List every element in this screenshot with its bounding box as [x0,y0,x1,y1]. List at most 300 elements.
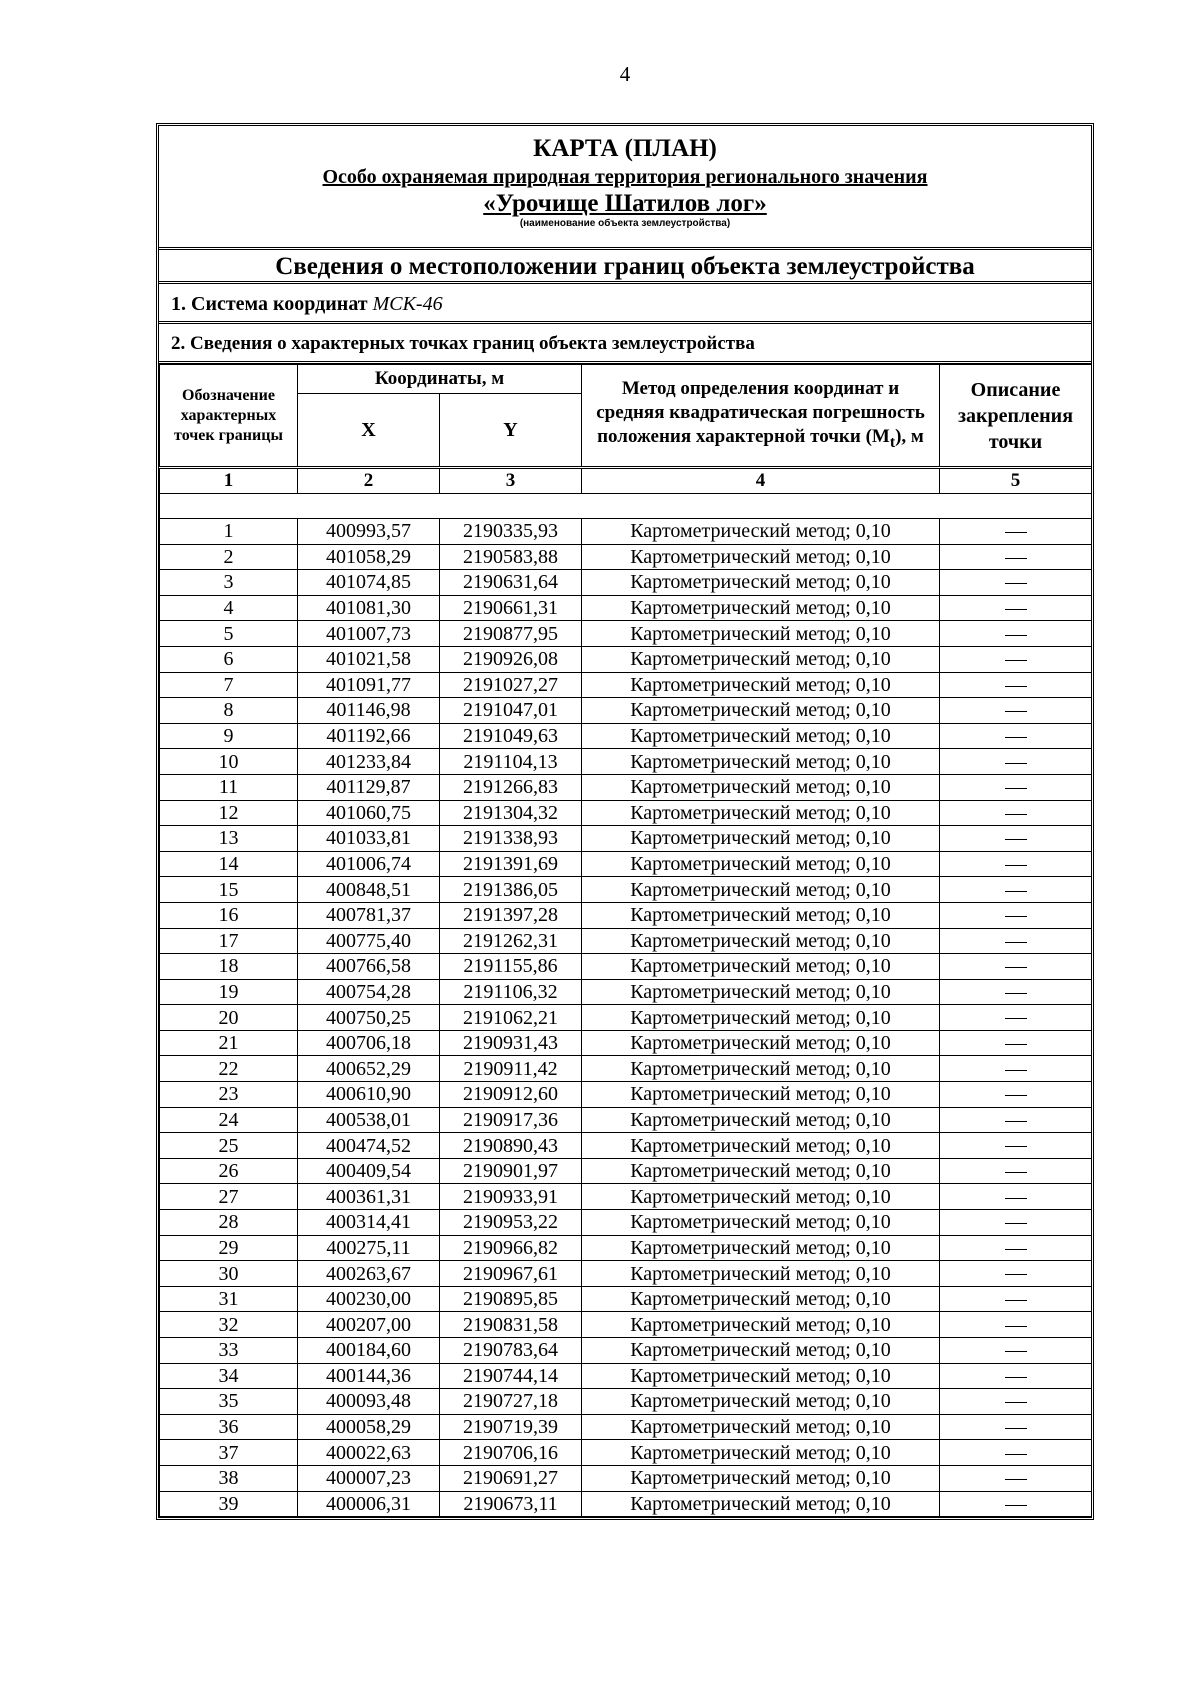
dash-mark [1005,1351,1027,1352]
coord-y: 2191106,32 [440,979,582,1005]
table-row [160,979,1092,1005]
coord-x: 400781,37 [298,902,440,928]
coord-y: 2191027,27 [440,672,582,698]
point-number: 23 [160,1082,298,1108]
table-row [160,902,1092,928]
method-cell: Картометрический метод; 0,10 [582,1312,940,1338]
table-row [160,1030,1092,1056]
point-number: 35 [160,1389,298,1415]
header-point-designation: Обозначение характерных точек границы [160,365,298,468]
method-cell: Картометрический метод; 0,10 [582,646,940,672]
point-number: 14 [160,851,298,877]
coord-x: 400007,23 [298,1465,440,1491]
method-cell: Картометрический метод; 0,10 [582,570,940,596]
coord-x: 400538,01 [298,1107,440,1133]
method-cell: Картометрический метод; 0,10 [582,519,940,545]
header-method-tail: ), м [895,425,924,447]
coord-x: 400750,25 [298,1005,440,1031]
description-cell [940,902,1092,928]
coord-y: 2190877,95 [440,621,582,647]
coord-x: 400766,58 [298,954,440,980]
point-number: 4 [160,595,298,621]
description-cell [940,877,1092,903]
description-cell [940,1389,1092,1415]
description-cell [940,851,1092,877]
dash-mark [1005,1146,1027,1147]
point-number: 5 [160,621,298,647]
description-cell [940,544,1092,570]
description-cell [940,800,1092,826]
dash-mark [1005,1326,1027,1327]
method-cell: Картометрический метод; 0,10 [582,928,940,954]
method-cell: Картометрический метод; 0,10 [582,877,940,903]
coord-x: 400706,18 [298,1030,440,1056]
coord-y: 2190691,27 [440,1465,582,1491]
dash-mark [1005,1454,1027,1455]
dash-mark [1005,993,1027,994]
table-row [160,595,1092,621]
method-cell: Картометрический метод; 0,10 [582,1389,940,1415]
point-number: 6 [160,646,298,672]
dash-mark [1005,1121,1027,1122]
coord-x: 400144,36 [298,1363,440,1389]
coord-y: 2190911,42 [440,1056,582,1082]
coord-x: 400361,31 [298,1184,440,1210]
method-cell: Картометрический метод; 0,10 [582,800,940,826]
point-number: 37 [160,1440,298,1466]
header-coordinates: Координаты, м [298,365,582,394]
method-cell: Картометрический метод; 0,10 [582,774,940,800]
dash-mark [1005,1095,1027,1096]
dash-mark [1005,1428,1027,1429]
point-number: 11 [160,774,298,800]
coord-y: 2190966,82 [440,1235,582,1261]
column-number: 4 [582,468,940,494]
dash-mark [1005,1198,1027,1199]
dash-mark [1005,916,1027,917]
coordinate-system-label: 1. Система координат [171,293,368,315]
dash-mark [1005,1172,1027,1173]
table-row [160,1158,1092,1184]
coord-y: 2190890,43 [440,1133,582,1159]
description-cell [940,928,1092,954]
method-cell: Картометрический метод; 0,10 [582,1414,940,1440]
description-cell [940,1338,1092,1364]
description-cell [940,979,1092,1005]
coord-x: 401006,74 [298,851,440,877]
table-row [160,1312,1092,1338]
table-row [160,1363,1092,1389]
description-cell [940,954,1092,980]
dash-mark [1005,660,1027,661]
coord-x: 401233,84 [298,749,440,775]
method-cell: Картометрический метод; 0,10 [582,621,940,647]
dash-mark [1005,1479,1027,1480]
coord-x: 401058,29 [298,544,440,570]
description-cell [940,1286,1092,1312]
coord-y: 2190895,85 [440,1286,582,1312]
dash-mark [1005,763,1027,764]
point-number: 25 [160,1133,298,1159]
table-row [160,1491,1092,1517]
column-number: 2 [298,468,440,494]
coord-x: 400006,31 [298,1491,440,1517]
description-cell [940,621,1092,647]
dash-mark [1005,967,1027,968]
description-cell [940,1030,1092,1056]
coord-y: 2190719,39 [440,1414,582,1440]
coord-x: 401021,58 [298,646,440,672]
table-row [160,877,1092,903]
point-number: 15 [160,877,298,903]
table-row [160,1210,1092,1236]
coord-y: 2191391,69 [440,851,582,877]
coord-y: 2191155,86 [440,954,582,980]
table-row [160,1465,1092,1491]
header-method [582,365,940,468]
table-row [160,1133,1092,1159]
coord-y: 2190831,58 [440,1312,582,1338]
method-cell: Картометрический метод; 0,10 [582,851,940,877]
header-y: Y [440,394,582,468]
table-row [160,1005,1092,1031]
coord-x: 400474,52 [298,1133,440,1159]
table-row [160,1389,1092,1415]
point-number: 21 [160,1030,298,1056]
dash-mark [1005,1402,1027,1403]
method-cell: Картометрический метод; 0,10 [582,1440,940,1466]
spacer-row [160,494,1092,519]
method-cell: Картометрический метод; 0,10 [582,1056,940,1082]
method-cell: Картометрический метод; 0,10 [582,1082,940,1108]
coord-y: 2190953,22 [440,1210,582,1236]
dash-mark [1005,891,1027,892]
coord-x: 400207,00 [298,1312,440,1338]
table-row [160,1440,1092,1466]
table-row [160,774,1092,800]
description-cell [940,1414,1092,1440]
point-number: 24 [160,1107,298,1133]
method-cell: Картометрический метод; 0,10 [582,1184,940,1210]
dash-mark [1005,1018,1027,1019]
coord-y: 2190967,61 [440,1261,582,1287]
point-number: 20 [160,1005,298,1031]
coord-x: 400848,51 [298,877,440,903]
coord-x: 400314,41 [298,1210,440,1236]
description-cell [940,774,1092,800]
column-number-row [160,468,1092,494]
description-cell [940,1261,1092,1287]
method-cell: Картометрический метод; 0,10 [582,1338,940,1364]
coord-y: 2190631,64 [440,570,582,596]
point-number: 9 [160,723,298,749]
description-cell [940,749,1092,775]
point-number: 36 [160,1414,298,1440]
description-cell [940,826,1092,852]
table-row [160,672,1092,698]
table-row [160,1235,1092,1261]
coord-x: 400058,29 [298,1414,440,1440]
coord-x: 401033,81 [298,826,440,852]
table-row [160,723,1092,749]
point-number: 10 [160,749,298,775]
coord-x: 401091,77 [298,672,440,698]
method-cell: Картометрический метод; 0,10 [582,979,940,1005]
page-number: 4 [619,62,631,86]
coord-x: 400263,67 [298,1261,440,1287]
point-number: 29 [160,1235,298,1261]
description-cell [940,1210,1092,1236]
table-row [160,749,1092,775]
dash-mark [1005,711,1027,712]
description-cell [940,1005,1092,1031]
coord-y: 2191047,01 [440,698,582,724]
description-cell [940,672,1092,698]
table-row [160,621,1092,647]
method-cell: Картометрический метод; 0,10 [582,544,940,570]
coord-y: 2191104,13 [440,749,582,775]
coord-y: 2191304,32 [440,800,582,826]
table-row [160,570,1092,596]
coord-x: 400993,57 [298,519,440,545]
coord-y: 2190901,97 [440,1158,582,1184]
coord-y: 2190335,93 [440,519,582,545]
method-cell: Картометрический метод; 0,10 [582,1465,940,1491]
method-cell: Картометрический метод; 0,10 [582,1133,940,1159]
method-cell: Картометрический метод; 0,10 [582,672,940,698]
description-cell [940,698,1092,724]
coordinate-system-value: МСК-46 [372,293,443,315]
dash-mark [1005,686,1027,687]
coord-x: 400610,90 [298,1082,440,1108]
point-number: 34 [160,1363,298,1389]
point-number: 26 [160,1158,298,1184]
method-cell: Картометрический метод; 0,10 [582,723,940,749]
table-row [160,1414,1092,1440]
description-cell [940,1056,1092,1082]
coord-x: 401007,73 [298,621,440,647]
point-number: 18 [160,954,298,980]
description-cell [940,1184,1092,1210]
coord-y: 2190727,18 [440,1389,582,1415]
point-number: 7 [160,672,298,698]
coord-y: 2191266,83 [440,774,582,800]
coord-x: 400409,54 [298,1158,440,1184]
point-number: 3 [160,570,298,596]
description-cell [940,723,1092,749]
description-cell [940,1158,1092,1184]
column-number: 5 [940,468,1092,494]
description-cell [940,1107,1092,1133]
table-row [160,1261,1092,1287]
coord-y: 2190706,16 [440,1440,582,1466]
method-cell: Картометрический метод; 0,10 [582,826,940,852]
dash-mark [1005,942,1027,943]
dash-mark [1005,1249,1027,1250]
table-row [160,826,1092,852]
method-cell: Картометрический метод; 0,10 [582,1030,940,1056]
coordinate-system [159,284,1091,324]
method-cell: Картометрический метод; 0,10 [582,902,940,928]
section-title: Сведения о местоположении границ объекта землеустройства [159,250,1091,284]
method-cell: Картометрический метод; 0,10 [582,1261,940,1287]
table-row [160,1107,1092,1133]
point-number: 32 [160,1312,298,1338]
method-cell: Картометрический метод; 0,10 [582,1235,940,1261]
table-row [160,519,1092,545]
point-number: 39 [160,1491,298,1517]
coord-y: 2191397,28 [440,902,582,928]
coord-y: 2190931,43 [440,1030,582,1056]
coord-y: 2190912,60 [440,1082,582,1108]
dash-mark [1005,1300,1027,1301]
method-cell: Картометрический метод; 0,10 [582,749,940,775]
dash-mark [1005,737,1027,738]
dash-mark [1005,635,1027,636]
method-cell: Картометрический метод; 0,10 [582,954,940,980]
coord-y: 2190933,91 [440,1184,582,1210]
coord-x: 401060,75 [298,800,440,826]
point-number: 2 [160,544,298,570]
dash-mark [1005,1505,1027,1506]
dash-mark [1005,839,1027,840]
dash-mark [1005,814,1027,815]
dash-mark [1005,1044,1027,1045]
table-row [160,1338,1092,1364]
table-row [160,1056,1092,1082]
point-number: 31 [160,1286,298,1312]
coord-y: 2190583,88 [440,544,582,570]
table-row [160,954,1092,980]
coord-y: 2191386,05 [440,877,582,903]
coord-y: 2191049,63 [440,723,582,749]
table-row [160,851,1092,877]
dash-mark [1005,532,1027,533]
point-number: 30 [160,1261,298,1287]
table-row [160,928,1092,954]
header-method-sub: t [889,433,896,451]
point-number: 27 [160,1184,298,1210]
point-number: 12 [160,800,298,826]
point-number: 28 [160,1210,298,1236]
coord-x: 400093,48 [298,1389,440,1415]
method-cell: Картометрический метод; 0,10 [582,1491,940,1517]
coord-x: 401129,87 [298,774,440,800]
header-x: X [298,394,440,468]
coord-y: 2190926,08 [440,646,582,672]
dash-mark [1005,1274,1027,1275]
coord-x: 400775,40 [298,928,440,954]
point-number: 8 [160,698,298,724]
dash-mark [1005,1070,1027,1071]
coord-y: 2190917,36 [440,1107,582,1133]
points-table [159,364,1092,1517]
point-number: 17 [160,928,298,954]
table-row [160,1286,1092,1312]
coord-x: 400184,60 [298,1338,440,1364]
coord-x: 400230,00 [298,1286,440,1312]
coord-y: 2190783,64 [440,1338,582,1364]
document-frame [156,123,1094,1520]
point-number: 33 [160,1338,298,1364]
table-row [160,800,1092,826]
coord-x: 401081,30 [298,595,440,621]
point-number: 38 [160,1465,298,1491]
table-row [160,698,1092,724]
column-number: 3 [440,468,582,494]
point-number: 16 [160,902,298,928]
coord-x: 400652,29 [298,1056,440,1082]
description-cell [940,646,1092,672]
points-title: 2. Сведения о характерных точках границ объекта землеустройства [159,324,1091,364]
description-cell [940,595,1092,621]
points-table-wrap [159,364,1091,1517]
point-number: 19 [160,979,298,1005]
method-cell: Картометрический метод; 0,10 [582,595,940,621]
coord-x: 401192,66 [298,723,440,749]
description-cell [940,1133,1092,1159]
point-number: 1 [160,519,298,545]
description-cell [940,1312,1092,1338]
dash-mark [1005,1223,1027,1224]
description-cell [940,1235,1092,1261]
coord-y: 2190744,14 [440,1363,582,1389]
object-name-caption: (наименование объекта землеустройства) [519,218,731,229]
header-description: Описание закрепления точки [940,365,1092,468]
description-cell [940,1465,1092,1491]
dash-mark [1005,1377,1027,1378]
coord-y: 2190673,11 [440,1491,582,1517]
table-row [160,1184,1092,1210]
method-cell: Картометрический метод; 0,10 [582,1210,940,1236]
description-cell [940,1491,1092,1517]
table-row [160,646,1092,672]
coord-x: 401146,98 [298,698,440,724]
method-cell: Картометрический метод; 0,10 [582,1363,940,1389]
table-row [160,1082,1092,1108]
point-number: 13 [160,826,298,852]
description-cell [940,1082,1092,1108]
dash-mark [1005,788,1027,789]
method-cell: Картометрический метод; 0,10 [582,698,940,724]
dash-mark [1005,583,1027,584]
point-number: 22 [160,1056,298,1082]
description-cell [940,570,1092,596]
coord-x: 400022,63 [298,1440,440,1466]
territory-subtitle: Особо охраняемая природная территория регионального значения [322,166,928,188]
dash-mark [1005,558,1027,559]
coord-y: 2191338,93 [440,826,582,852]
map-title: КАРТА (ПЛАН) [533,135,717,162]
coord-y: 2191062,21 [440,1005,582,1031]
coord-x: 400275,11 [298,1235,440,1261]
coord-y: 2190661,31 [440,595,582,621]
map-header [159,126,1091,250]
coord-x: 401074,85 [298,570,440,596]
column-number: 1 [160,468,298,494]
description-cell [940,519,1092,545]
method-cell: Картометрический метод; 0,10 [582,1107,940,1133]
method-cell: Картометрический метод; 0,10 [582,1286,940,1312]
header-method-text: Метод определения координат и средняя квадратическая погрешность положения характерной точки (M [596,377,925,447]
object-name: «Урочище Шатилов лог» [483,190,767,217]
description-cell [940,1363,1092,1389]
dash-mark [1005,865,1027,866]
spacer-cell [160,494,1092,519]
method-cell: Картометрический метод; 0,10 [582,1158,940,1184]
coord-x: 400754,28 [298,979,440,1005]
table-row [160,544,1092,570]
